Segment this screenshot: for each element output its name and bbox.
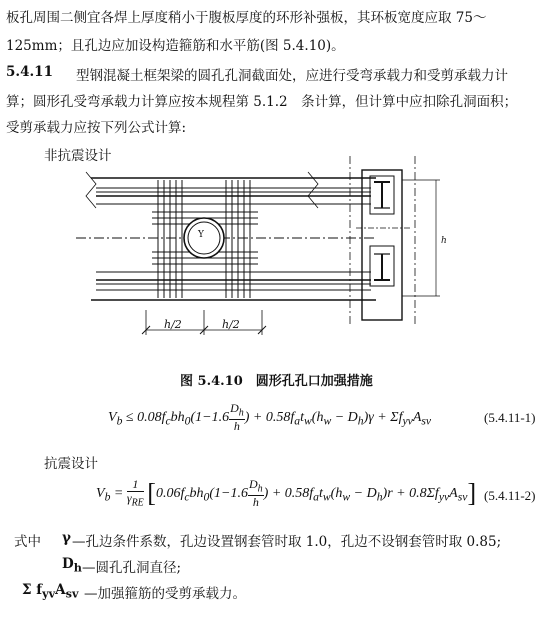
dimension-label: h/2: [164, 318, 182, 331]
where-lead: 式中: [14, 534, 41, 550]
figure-caption: 图 5.4.10 圆形孔孔口加强措施: [180, 374, 373, 389]
clause-number: 5.4.11: [6, 64, 53, 80]
gamma-description: —孔边条件系数，孔边设置钢套管时取 1.0，孔边不设钢套管时取 0.85;: [72, 534, 502, 550]
equation-number: (5.4.11-2): [484, 488, 536, 503]
equation-number: (5.4.11-1): [484, 410, 536, 425]
paragraph-line: 型钢混凝土框架梁的圆孔孔洞截面处，应进行受弯承载力和受剪承载力计: [76, 68, 508, 84]
paragraph-line: 125mm；且孔边应加设构造箍筋和水平筋(图 5.4.10)。: [6, 38, 345, 54]
dh-symbol: $D_h$: [62, 556, 82, 575]
paragraph-line: 板孔周围二侧宜各焊上厚度稍小于腹板厚度的环形补强板，其环板宽度应取 75～: [6, 10, 487, 26]
dh-description: —圆孔孔洞直径;: [82, 560, 182, 576]
hole-label: Y: [198, 230, 204, 240]
sum-description: —加强箍筋的受剪承载力。: [84, 586, 246, 602]
heading-non-seismic: 非抗震设计: [44, 148, 112, 164]
gamma-symbol: γ: [62, 530, 71, 546]
paragraph-line: 算；圆形孔受弯承载力计算应按本规程第 5.1.2 条计算，但计算中应扣除孔洞面积；: [6, 94, 518, 110]
sum-symbol: Σ $f_{yv}A_{sv}$: [22, 582, 79, 601]
heading-seismic: 抗震设计: [44, 456, 98, 472]
equation-1: $V_b \le 0.08f_cbh_0(1-1.6$ $\frac{D_h}{h}$ ) + $0.58f_at_w(h_w - D_h)\gamma + \Sigma f_{yv}A_{sv}$: [108, 401, 432, 434]
paragraph-line: 受剪承载力应按下列公式计算:: [6, 120, 187, 136]
section-height-label: h: [441, 236, 447, 246]
equation-2: $V_b$ = $\frac{1}{\gamma_{RE}}$ [$0.06f_cbh_0(1-1.6$ $\frac{D_h}{h}$ ) + $0.58f_at_w(h_w - D_h)r + 0.8\Sigma f_{yv}A_{sv}$]: [96, 477, 477, 510]
dimension-label: h/2: [222, 318, 240, 331]
